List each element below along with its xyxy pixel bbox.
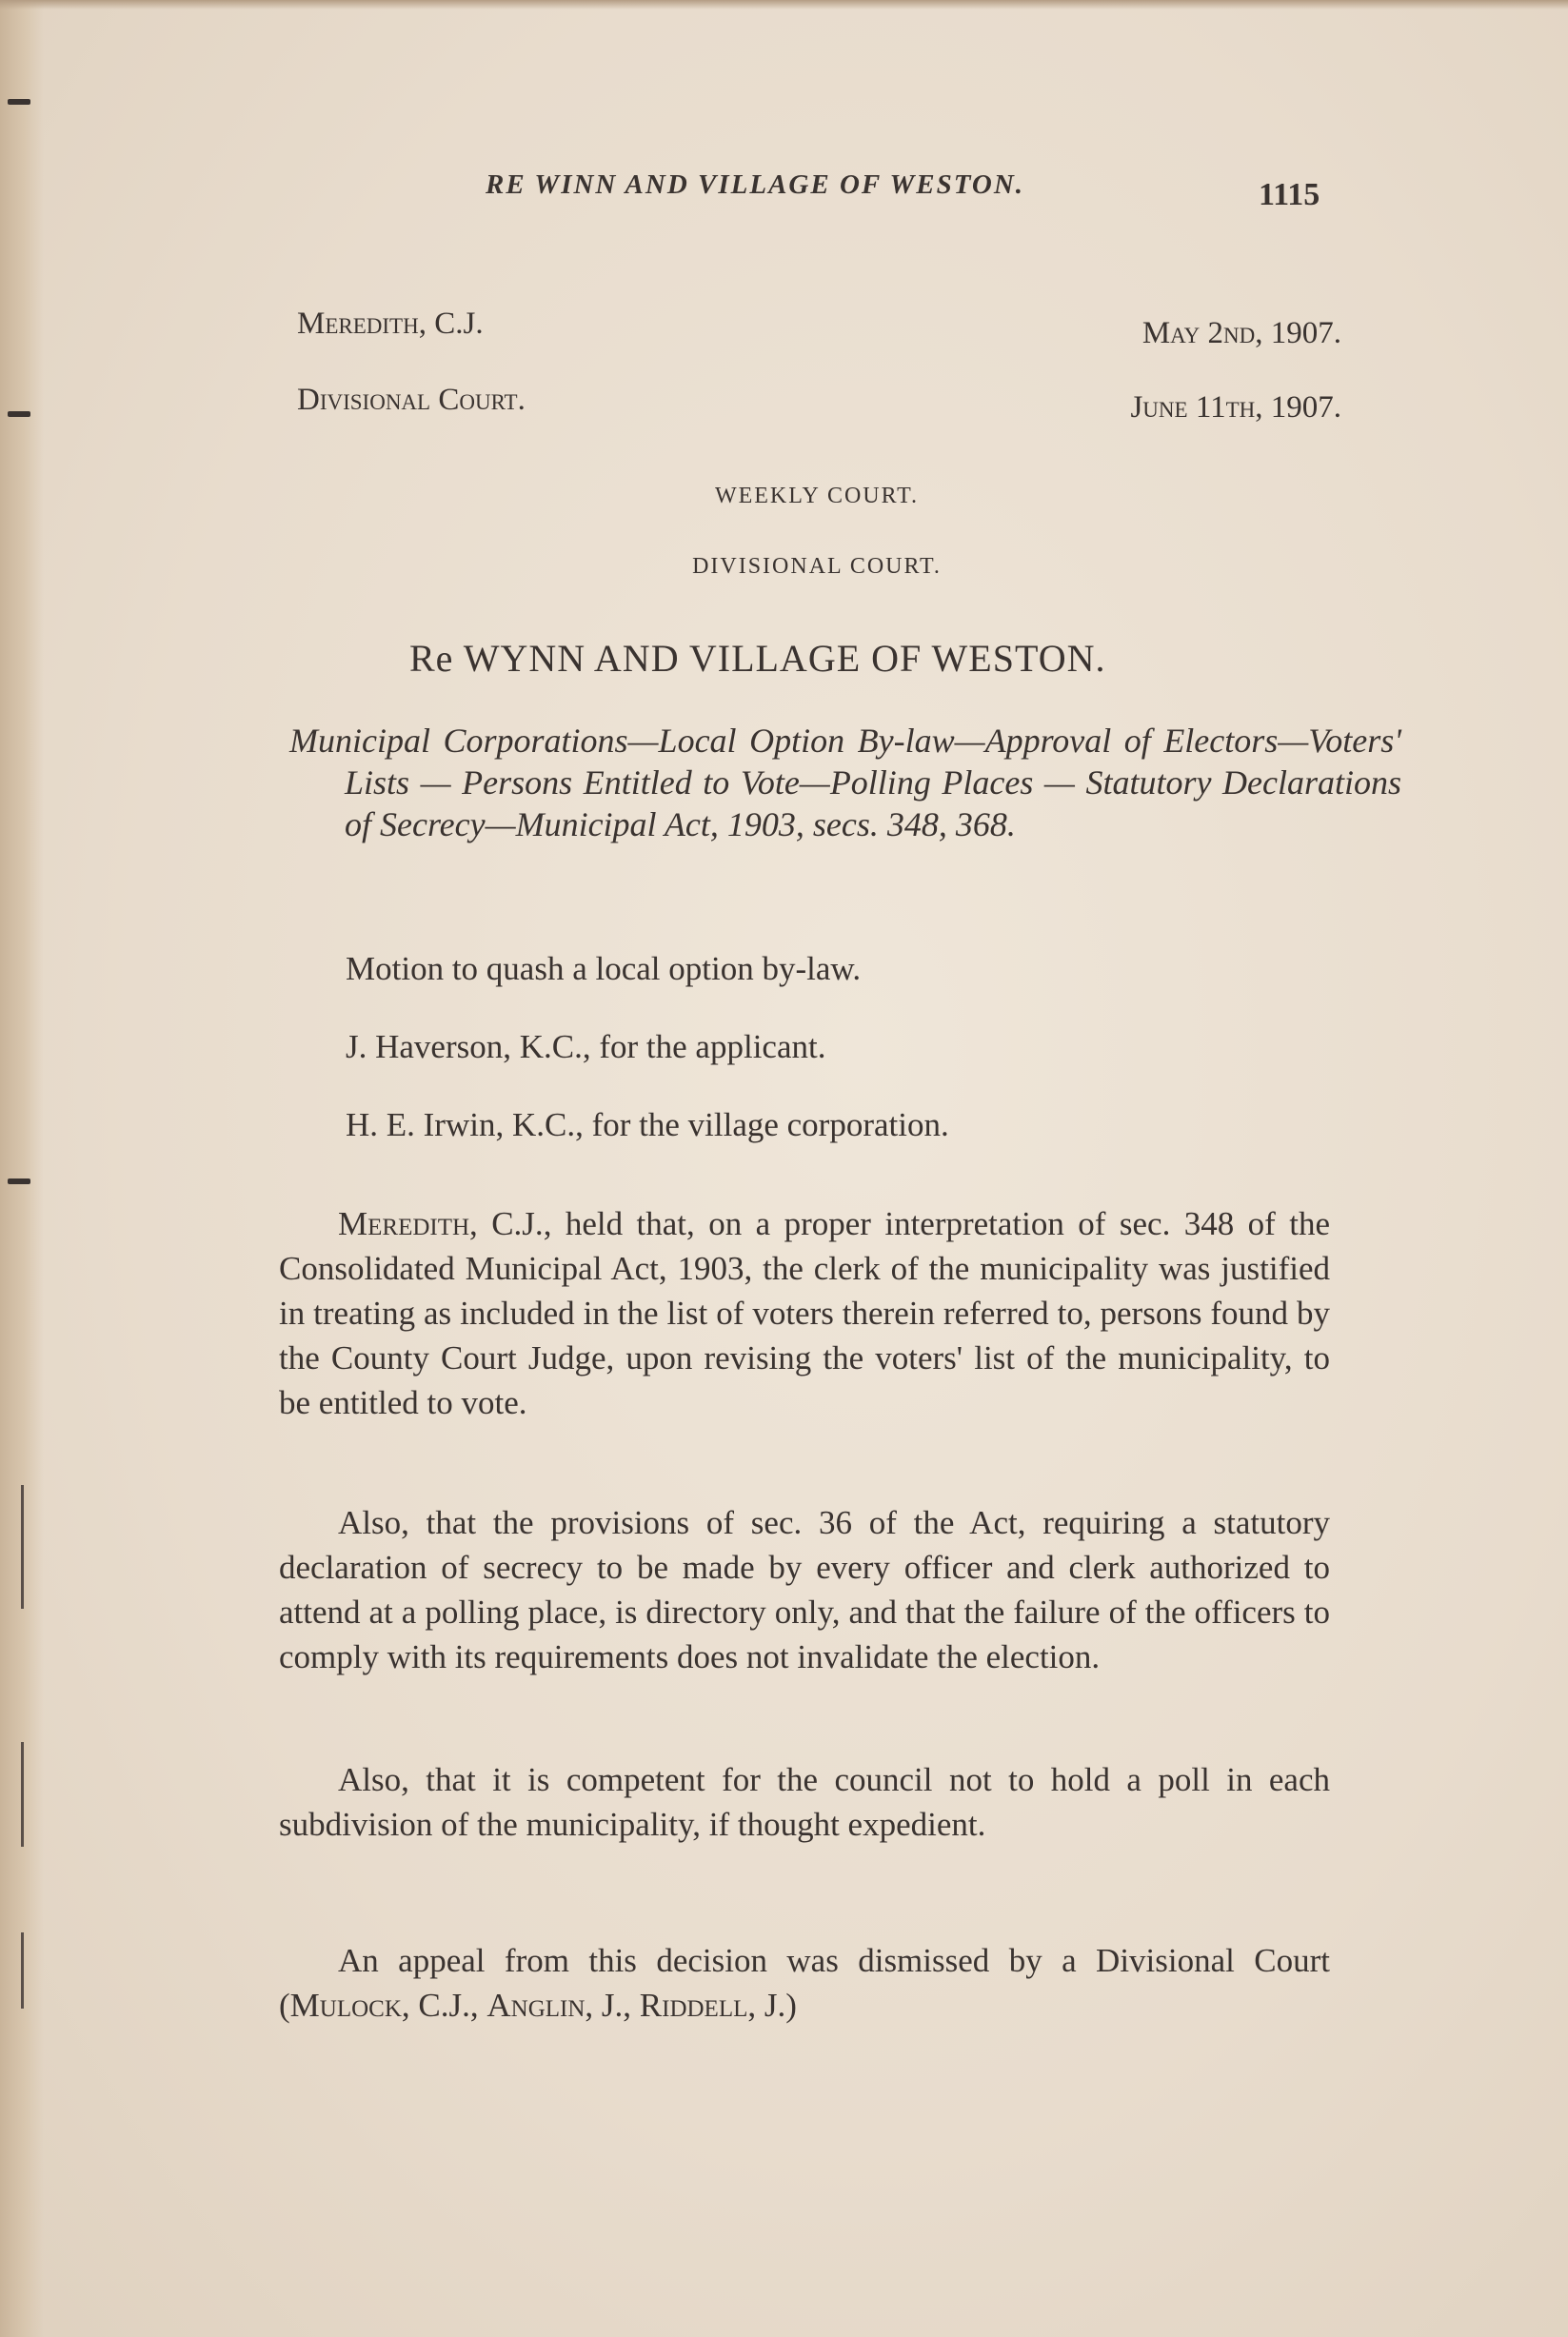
counsel-line: H. E. Irwin, K.C., for the village corporation. — [346, 1106, 949, 1143]
binding-thread — [21, 1742, 24, 1847]
judgment-paragraph: Also, that the provisions of sec. 36 of the Act, requiring a statutory declaration of secrecy to be made by every officer and clerk authorized to attend at a polling place, is directory only, and that the failure of the officers to comply with its requirements does not invalidate the election. — [279, 1504, 1330, 1675]
page-top-edge — [0, 0, 1568, 10]
page-number: 1115 — [1259, 177, 1320, 212]
motion-text: Motion to quash a local option by-law. — [346, 950, 862, 987]
binding-mark — [8, 1178, 30, 1184]
binding-mark — [8, 99, 30, 105]
appeal-text: An appeal from this decision was dismissed by a Divisional Court ( — [279, 1942, 1330, 2024]
judgment-text: , held that, on a proper interpretation of sec. 348 of the Consolidated Municipal Act, 1903, the clerk of the municipality was justified in treating as included in the list of voters therein referred to, persons found by the County Court Judge, upon revising the voters' list of the municipality, to be entitled to vote. — [279, 1205, 1330, 1421]
hearing-judge: Divisional Court. — [297, 383, 526, 417]
court-label: WEEKLY COURT. — [714, 484, 920, 508]
hearing-date: June 11th, 1907. — [1130, 390, 1341, 425]
judge-name: Meredith, C.J. — [338, 1205, 544, 1242]
appeal-paragraph — [279, 1938, 1330, 2028]
appeal-judge-name: Anglin — [486, 1987, 586, 2024]
case-title: Re WYNN AND VILLAGE OF WESTON. — [409, 637, 1106, 680]
headnote: Municipal Corporations—Local Option By-law—Approval of Electors—Voters' Lists — Persons Entitled to Vote—Polling Places — Statutory Declarations of Secrecy—Municipal Act, 1903, secs. 348, 368. — [289, 722, 1401, 843]
appeal-judge-title: , J.) — [747, 1987, 797, 2024]
hearing-date: May 2nd, 1907. — [1141, 316, 1341, 350]
court-label: DIVISIONAL COURT. — [692, 554, 942, 579]
counsel-line: J. Haverson, K.C., for the applicant. — [346, 1028, 826, 1065]
binding-thread — [21, 1485, 24, 1609]
judgment-paragraph — [279, 1201, 1330, 1425]
appeal-judge-title: , J., — [585, 1987, 640, 2024]
binding-mark — [8, 411, 30, 417]
binding-thread — [21, 1932, 24, 2009]
appeal-judge-name: Mulock — [289, 1987, 402, 2024]
appeal-judge-title: , C.J., — [401, 1987, 487, 2024]
judgment-paragraph: Also, that it is competent for the council not to hold a poll in each subdivision of the municipality, if thought expedient. — [279, 1761, 1330, 1843]
appeal-judge-name: Riddell — [639, 1987, 748, 2024]
hearing-judge: Meredith, C.J. — [297, 307, 484, 341]
running-title: RE WINN AND VILLAGE OF WESTON. — [486, 169, 1025, 200]
